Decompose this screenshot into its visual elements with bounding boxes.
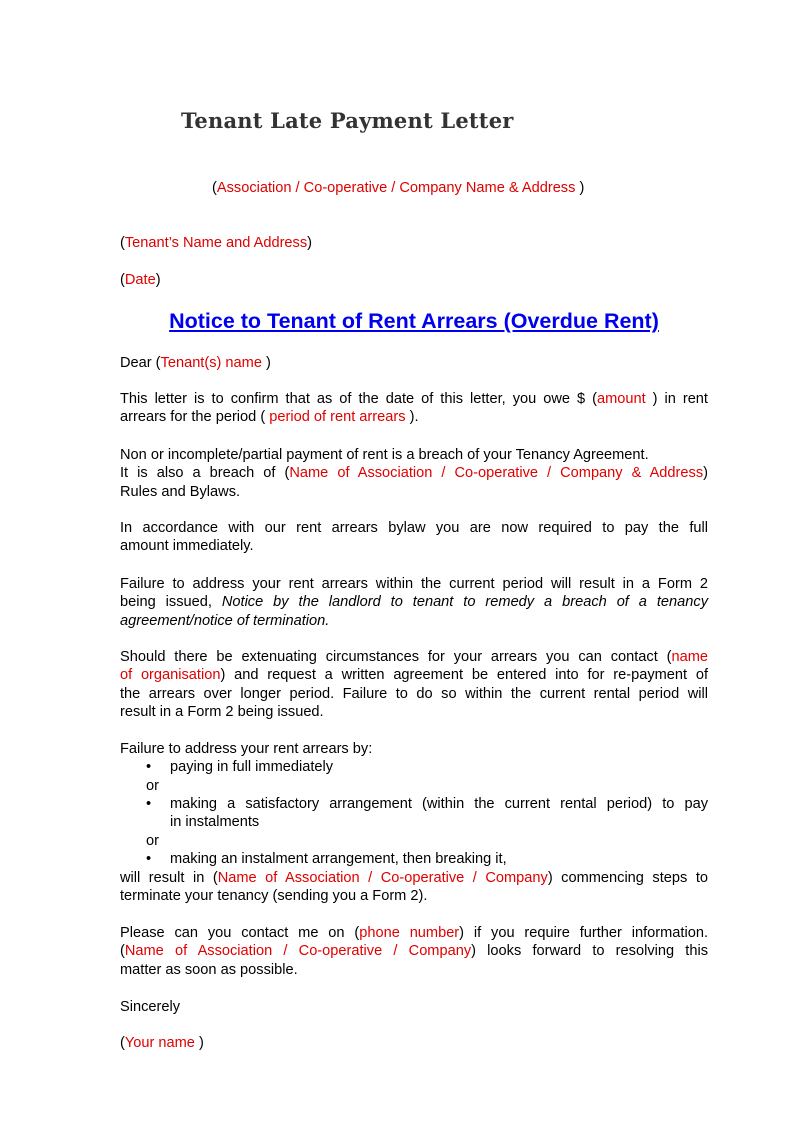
or-text: or	[146, 778, 159, 794]
salutation: Dear (Tenant(s) name )	[120, 355, 271, 371]
date-placeholder: Date	[124, 272, 156, 288]
paragraph-form2: Failure to address your rent arrears within the current period will result in a Form 2 being issued, Notice by the landlord to tenant to remedy a breach of a tenancy agreement/notice of termination.	[120, 576, 708, 629]
paragraph-breach: Non or incomplete/partial payment of rent is a breach of your Tenancy Agreement. It is also a breach of (Name of Association / Co-operative / Company & Address) Rules and Bylaws.	[120, 447, 708, 500]
or-text: or	[146, 833, 159, 849]
bullet-marker: •	[146, 759, 152, 775]
organisation-placeholder-1: name	[671, 649, 708, 665]
paragraph-amount-owed: This letter is to confirm that as of the date of this letter, you owe $ (amount ) in rent arrears for the period ( period of rent arrears ).	[120, 391, 708, 426]
bullet-item: making an instalment arrangement, then breaking it,	[170, 851, 507, 867]
association-line: (Association / Co-operative / Company Name & Address )	[212, 180, 585, 196]
association-name-placeholder: Name of Association / Co-operative / Company	[124, 943, 472, 960]
paragraph-extenuating: Should there be extenuating circumstances for your arrears you can contact (name of organisation) and request a written agreement be entered into for re-payment of the arrears over longer period. Failure to do so within the current rental period will result in a Form 2 being issued.	[120, 649, 708, 721]
document-title: Tenant Late Payment Letter	[181, 108, 514, 133]
your-name-placeholder: Your name	[124, 1035, 199, 1051]
paragraph-termination: will result in (Name of Association / Co-operative / Company) commencing steps to terminate your tenancy (sending you a Form 2).	[120, 870, 708, 905]
bullet-marker: •	[146, 851, 152, 867]
amount-placeholder: amount	[596, 391, 653, 407]
closing: Sincerely	[120, 999, 181, 1015]
tenant-placeholder: Tenant’s Name and Address	[124, 235, 308, 251]
bullet-marker: •	[146, 796, 152, 812]
bullet-item: making a satisfactory arrangement (within the current rental period) to pay in instalments	[170, 796, 708, 831]
paragraph-bylaw: In accordance with our rent arrears bylaw you are now required to pay the full amount immediately.	[120, 520, 708, 555]
bullet-item: paying in full immediately	[170, 759, 334, 775]
signature-line: (Your name )	[120, 1035, 204, 1051]
tenant-name-placeholder: Tenant(s) name	[160, 355, 266, 371]
association-name-placeholder: Name of Association / Co-operative / Company & Address	[289, 465, 704, 482]
organisation-placeholder-2: of organisation	[120, 667, 221, 684]
notice-heading: Notice to Tenant of Rent Arrears (Overdue Rent)	[169, 309, 659, 333]
association-name-placeholder: Name of Association / Co-operative / Company	[217, 870, 548, 886]
period-placeholder: period of rent arrears	[269, 409, 410, 426]
association-placeholder: Association / Co-operative / Company Name & Address	[216, 180, 580, 196]
phone-placeholder: phone number	[359, 925, 460, 941]
paragraph-contact: Please can you contact me on (phone number) if you require further information. (Name of Association / Co-operative / Company) looks forward to resolving this matter as soon as possible.	[120, 925, 708, 978]
failure-intro: Failure to address your rent arrears by:	[120, 741, 373, 757]
tenant-address-line: (Tenant’s Name and Address)	[120, 235, 313, 251]
date-line: (Date)	[120, 272, 161, 288]
